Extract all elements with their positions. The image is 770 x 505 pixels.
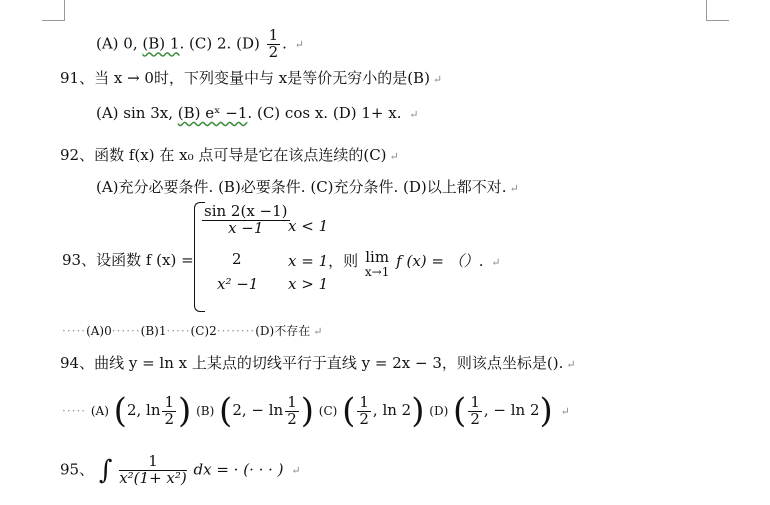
paragraph-mark: ↵ <box>409 108 419 121</box>
page-corner-mark-left <box>42 0 65 21</box>
q91-option-d: (D) 1+ x <box>332 104 397 122</box>
q90-option-b: (B) 1 <box>142 34 180 53</box>
q90-options: (A) 0, (B) 1. (C) 2. (D) $\frac{1}{2}$ . ↵ <box>96 26 304 61</box>
q91-options: (A) sin 3x, (B) eˣ −1. (C) cos x. (D) 1+ x. ↵ <box>96 104 419 122</box>
paragraph-mark: ↵ <box>509 182 519 195</box>
page-corner-mark-right <box>706 0 729 21</box>
q90-option-d: (D) <box>236 34 260 53</box>
q93-options: ·····(A)0······(B)1·····(C)2········(D)不存在 ↵ <box>62 324 323 338</box>
q94-stem: 94、曲线 y = ln x 上某点的切线平行于直线 y = 2x − 3，则该点坐标是(). ↵ <box>60 354 576 372</box>
q90-option-a: (A) 0 <box>96 34 133 53</box>
q90-fraction: $\frac{1}{2}$ <box>268 26 279 61</box>
paragraph-mark: ↵ <box>432 73 443 86</box>
q91-option-a: (A) sin 3x <box>96 104 169 122</box>
q94-option-b-label: (B) <box>196 404 215 418</box>
q94-option-c-label: (C) <box>318 404 338 418</box>
q94-options: ····· (A) (2, ln $\frac{1}{2}$ ) (B) (2, − ln $\frac{1}{2}$ ) (C) ( $\frac{1}{2}$ , ln 2) (D) ( $\frac{1}{2}$ , − ln 2) ↵ <box>62 391 570 431</box>
paragraph-mark: ↵ <box>491 256 501 269</box>
q94-option-a-label: (A) <box>90 404 109 418</box>
q94-option-d-label: (D) <box>429 404 449 418</box>
q93-prefix: 93、设函数 f (x) = <box>62 251 194 269</box>
paragraph-mark: ↵ <box>389 150 399 163</box>
q93-row1-condition: x < 1 <box>288 217 329 235</box>
q93-row1-fraction: $\frac{\sin 2(x -1)}{x -1}$ <box>204 202 288 237</box>
q95: 95、 ∫ $\frac{1}{\text{x²(1+ x²)}}$ dx = · (· · · ) ↵ <box>60 452 301 487</box>
q93-row2: x = 1，则 lim x→1 f (x) = （）. ↵ <box>288 248 501 279</box>
q91-stem: 91、当 x → 0时，下列变量中与 x是等价无穷小的是(B) ↵ <box>60 69 443 87</box>
q91-option-b: (B) eˣ −1 <box>177 104 248 122</box>
paragraph-mark: ↵ <box>566 358 576 371</box>
q91-option-c: (C) cos x <box>256 104 324 122</box>
paragraph-mark: ↵ <box>291 464 301 478</box>
q93-row3-value: x² −1 <box>217 275 259 293</box>
q93-row2-value: 2 <box>232 250 242 268</box>
paragraph-mark: ↵ <box>313 325 323 338</box>
paragraph-mark: ↵ <box>294 38 304 52</box>
paragraph-mark: ↵ <box>560 405 570 418</box>
q92-stem: 92、函数 f(x) 在 x₀ 点可导是它在该点连续的(C) ↵ <box>60 146 399 164</box>
q90-option-c: (C) 2 <box>189 34 227 53</box>
q93-row3-condition: x > 1 <box>288 275 329 293</box>
q92-options: (A)充分必要条件. (B)必要条件. (C)充分条件. (D)以上都不对. ↵ <box>96 178 519 196</box>
